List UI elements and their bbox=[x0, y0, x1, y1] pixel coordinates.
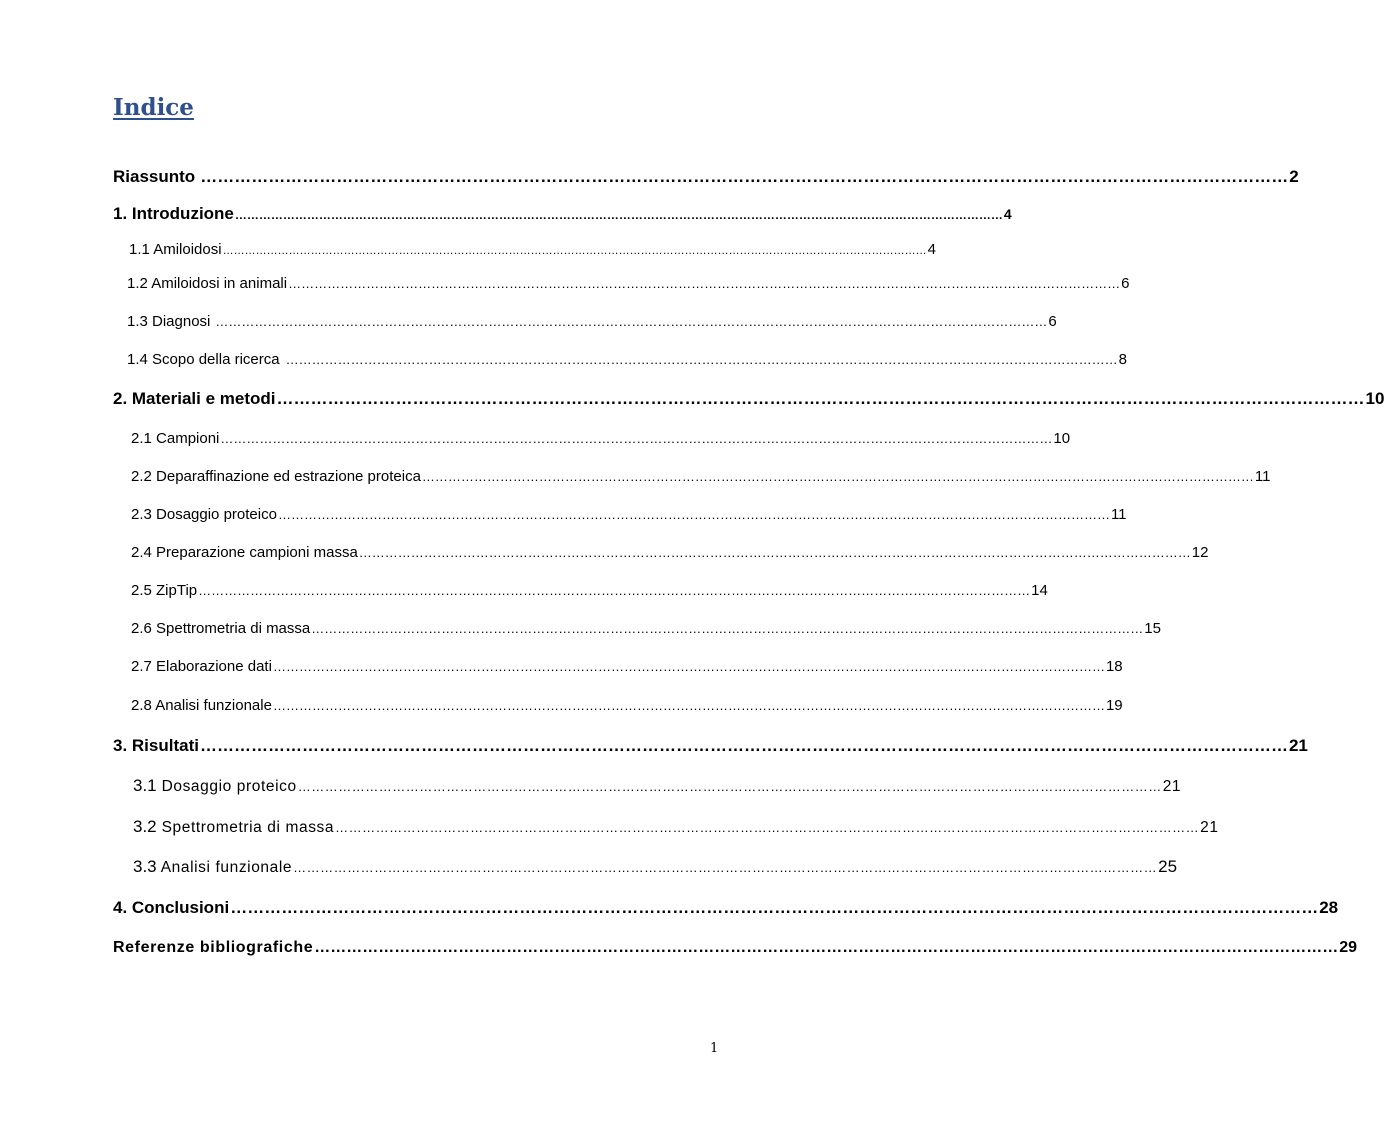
toc-label: Riassunto bbox=[113, 167, 196, 186]
toc-page: 2 bbox=[1289, 167, 1299, 186]
toc-entry-risultati[interactable] bbox=[113, 736, 1308, 756]
toc-page: 18 bbox=[1105, 658, 1123, 675]
toc-entry-conclusioni[interactable] bbox=[113, 898, 1339, 918]
toc-page: 4 bbox=[1003, 206, 1012, 222]
toc-leader: ………………………………………………………………………………………………………………………………………………………………………… bbox=[293, 860, 1158, 875]
toc-number: 3.3 bbox=[133, 857, 157, 876]
toc-label: Analisi funzionale bbox=[160, 859, 293, 876]
toc-entry-2-3[interactable] bbox=[131, 506, 1127, 524]
toc-label: 1.2 Amiloidosi in animali bbox=[127, 275, 288, 292]
toc-entry-3-2[interactable] bbox=[133, 817, 1219, 838]
toc-label: Referenze bibliografiche bbox=[113, 939, 314, 956]
toc-label: 1.4 Scopo della ricerca bbox=[127, 351, 280, 368]
toc-leader: ………………………………………………………………………………………………………………………………………………………………………… bbox=[288, 276, 1121, 291]
toc-label: 2.7 Elaborazione dati bbox=[131, 658, 272, 675]
page-title: Indice bbox=[113, 94, 194, 121]
toc-page: 6 bbox=[1121, 275, 1130, 292]
toc-entry-1-1[interactable] bbox=[129, 241, 936, 259]
toc-label: Dosaggio proteico bbox=[161, 778, 297, 795]
toc-label: 1. Introduzione bbox=[113, 204, 234, 223]
toc-label: 2.3 Dosaggio proteico bbox=[131, 506, 277, 523]
toc-label: Spettrometria di massa bbox=[161, 819, 335, 836]
toc-leader: ………………………………………………………………………………………………………………………………………………………………………… bbox=[285, 352, 1118, 367]
toc-label: 2.1 Campioni bbox=[131, 430, 220, 447]
toc-entry-2-5[interactable] bbox=[131, 582, 1048, 600]
toc-entry-2-6[interactable] bbox=[131, 620, 1161, 638]
toc-page: 8 bbox=[1118, 351, 1127, 368]
toc-label: 1.1 Amiloidosi bbox=[129, 241, 222, 258]
toc-leader: ………………………………………………………………………………………………………………………………………………………………………… bbox=[297, 779, 1162, 794]
toc-page: 21 bbox=[1288, 736, 1308, 755]
toc-leader: ………………………………………………………………………………………………………………………………………………………………………… bbox=[276, 389, 1365, 408]
toc-entry-2-4[interactable] bbox=[131, 544, 1209, 562]
toc-label: 4. Conclusioni bbox=[113, 898, 230, 917]
toc-label: 2.4 Preparazione campioni massa bbox=[131, 544, 358, 561]
toc-page: 19 bbox=[1105, 697, 1123, 714]
toc-leader: ………………………………………………………………………………………………………………………………………………………………………… bbox=[215, 314, 1048, 329]
toc-entry-3-1[interactable] bbox=[133, 776, 1182, 797]
toc-page: 15 bbox=[1144, 620, 1161, 637]
toc-page: 11 bbox=[1110, 506, 1127, 523]
toc-leader: ………………………………………………………………………………………………………………………………………………………………………… bbox=[198, 583, 1031, 598]
toc-page: 21 bbox=[1162, 778, 1182, 795]
toc-entry-2-2[interactable] bbox=[131, 468, 1271, 486]
toc-entry-1-3[interactable] bbox=[127, 313, 1057, 331]
toc-number: 3.1 bbox=[133, 776, 157, 795]
toc-entry-2-1[interactable] bbox=[131, 430, 1071, 448]
toc-number: 3.2 bbox=[133, 817, 157, 836]
toc-label: 2.5 ZipTip bbox=[131, 582, 198, 599]
toc-entry-1-4[interactable] bbox=[127, 351, 1127, 369]
toc-entry-referenze[interactable] bbox=[113, 938, 1358, 957]
toc-page: 25 bbox=[1158, 857, 1178, 876]
toc-page: 10 bbox=[1053, 430, 1071, 447]
toc-entry-introduzione[interactable] bbox=[113, 204, 1012, 224]
toc-page: 10 bbox=[1365, 389, 1384, 408]
toc-leader: ………………………………………………………………………………………………………………………………………………………………………… bbox=[230, 898, 1319, 917]
toc-page: 4 bbox=[927, 241, 936, 258]
toc-leader: ………………………………………………………………………………………………………………………………………………………………………… bbox=[272, 698, 1105, 713]
toc-leader: ………………………………………………………………………………………………………………………………………………………………………… bbox=[234, 208, 1003, 222]
toc-leader: ………………………………………………………………………………………………………………………………………………………………………… bbox=[277, 507, 1110, 522]
toc-leader: ………………………………………………………………………………………………………………………………………………………………………… bbox=[335, 820, 1200, 835]
toc-entry-riassunto[interactable] bbox=[113, 167, 1299, 187]
toc-label: 3. Risultati bbox=[113, 736, 199, 755]
toc-label: 2.8 Analisi funzionale bbox=[131, 697, 272, 714]
toc-entry-3-3[interactable] bbox=[133, 857, 1178, 878]
toc-label: 2. Materiali e metodi bbox=[113, 389, 276, 408]
toc-leader: ………………………………………………………………………………………………………………………………………………………………………… bbox=[421, 469, 1254, 484]
toc-leader: ………………………………………………………………………………………………………………………………………………………………………… bbox=[200, 167, 1289, 186]
toc-page: 28 bbox=[1319, 898, 1339, 917]
toc-label: 2.6 Spettrometria di massa bbox=[131, 620, 311, 637]
toc-entry-2-7[interactable] bbox=[131, 658, 1123, 676]
toc-page: 21 bbox=[1200, 819, 1219, 836]
toc-leader: ………………………………………………………………………………………………………………………………………………………………………… bbox=[272, 659, 1105, 674]
toc-label: 1.3 Diagnosi bbox=[127, 313, 211, 330]
page-number: 1 bbox=[710, 1041, 719, 1056]
toc-label: 2.2 Deparaffinazione ed estrazione proteica bbox=[131, 468, 421, 485]
toc-entry-2-8[interactable] bbox=[131, 697, 1123, 715]
toc-leader: ………………………………………………………………………………………………………………………………………………………………………… bbox=[222, 245, 927, 257]
toc-page: 11 bbox=[1254, 468, 1271, 485]
toc-page: 12 bbox=[1191, 544, 1209, 561]
toc-leader: ………………………………………………………………………………………………………………………………………………………………………… bbox=[199, 736, 1288, 755]
toc-leader: ………………………………………………………………………………………………………………………………………………………………………… bbox=[314, 939, 1339, 956]
toc-page: 6 bbox=[1048, 313, 1057, 330]
toc-page: 14 bbox=[1031, 582, 1048, 599]
toc-leader: ………………………………………………………………………………………………………………………………………………………………………… bbox=[358, 545, 1191, 560]
toc-page: 29 bbox=[1339, 939, 1358, 956]
toc-entry-1-2[interactable] bbox=[127, 275, 1130, 293]
toc-leader: ………………………………………………………………………………………………………………………………………………………………………… bbox=[220, 431, 1053, 446]
toc-entry-materiali-metodi[interactable] bbox=[113, 389, 1384, 409]
toc-leader: ………………………………………………………………………………………………………………………………………………………………………… bbox=[311, 621, 1144, 636]
